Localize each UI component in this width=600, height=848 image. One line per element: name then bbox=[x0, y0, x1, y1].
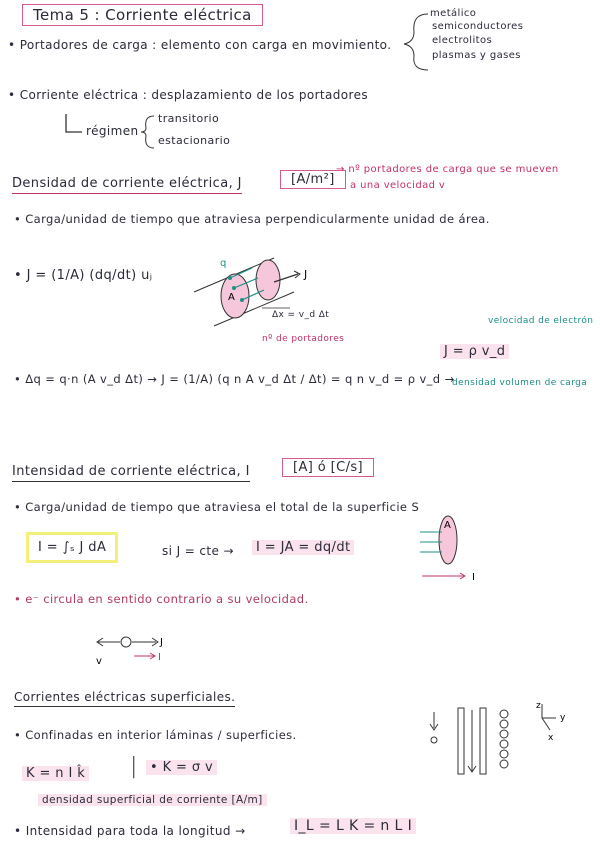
regime-type-0: transitorio bbox=[158, 112, 220, 125]
regime-type-1: estacionario bbox=[158, 134, 231, 147]
regime-brace bbox=[140, 114, 156, 150]
surface-total: • Intensidad para toda la longitud → bbox=[14, 824, 246, 838]
page-title: Tema 5 : Corriente eléctrica bbox=[22, 4, 263, 26]
regime-label: régimen bbox=[86, 124, 139, 138]
intensity-definition: • Carga/unidad de tiempo que atraviesa el total de la superficie S bbox=[14, 500, 420, 514]
diagram-label-q: q bbox=[220, 258, 227, 269]
diagram-label-J: J bbox=[304, 268, 308, 281]
electron-diagram-J: J bbox=[160, 637, 163, 648]
density-heading: Densidad de corriente eléctrica, J bbox=[12, 176, 242, 194]
electron-diagram-v: v bbox=[96, 656, 102, 667]
density-definition: • Carga/unidad de tiempo que atraviesa perpendicularmente unidad de área. bbox=[14, 212, 490, 226]
n-portadores-label: nº de portadores bbox=[262, 334, 345, 344]
carrier-type-0: metálico bbox=[430, 8, 477, 19]
surface-confined: • Confinadas en interior láminas / superficies. bbox=[14, 728, 297, 742]
intensity-diagram bbox=[412, 510, 492, 586]
carrier-type-1: semiconductores bbox=[432, 21, 524, 32]
axis-label-x: x bbox=[548, 733, 554, 743]
density-units: [A/m²] bbox=[280, 170, 346, 189]
surface-diagram bbox=[424, 700, 594, 782]
formula-separator: | bbox=[130, 754, 138, 779]
electron-diagram bbox=[94, 630, 184, 670]
intensity-heading: Intensidad de corriente eléctrica, I bbox=[12, 464, 250, 482]
k-formula-1: K = n I k̂ bbox=[22, 766, 89, 781]
carriers-brace bbox=[402, 12, 432, 72]
axis-label-z: z bbox=[536, 701, 541, 711]
axis-label-y: y bbox=[560, 713, 566, 723]
delta-x-label: Δx = v_d Δt bbox=[272, 310, 330, 320]
density-note-2: a una velocidad v bbox=[350, 180, 446, 191]
k-formula-2: • K = σ v bbox=[146, 760, 217, 775]
density-formula-1: • J = (1/A) (dq/dt) uⱼ bbox=[14, 268, 153, 283]
surface-total-result: I_L = L K = n L I bbox=[290, 818, 416, 834]
intensity-condition: si J = cte → bbox=[162, 544, 234, 558]
electron-note: • e⁻ circula en sentido contrario a su velocidad. bbox=[14, 592, 309, 606]
diagram-label-A: A bbox=[228, 292, 235, 303]
intensity-result: I = JA = dq/dt bbox=[252, 540, 354, 555]
intensity-formula: I = ∫ₛ J dA bbox=[32, 538, 112, 557]
intensity-diagram-I: I bbox=[472, 572, 475, 583]
charge-density-label: densidad volumen de carga bbox=[452, 378, 588, 388]
velocity-label: velocidad de electrón bbox=[488, 316, 594, 326]
density-result: J = ρ v_d bbox=[440, 344, 509, 359]
density-formula-2: • Δq = q·n (A v_d Δt) → J = (1/A) (q n A v_d Δt / Δt) = q n v_d = ρ v_d → bbox=[14, 372, 455, 386]
carriers-text: • Portadores de carga : elemento con carga en movimiento. bbox=[8, 38, 392, 52]
intensity-diagram-A: A bbox=[444, 520, 451, 531]
intensity-units: [A] ó [C/s] bbox=[282, 458, 374, 477]
electron-diagram-I: I bbox=[158, 652, 161, 663]
current-definition: • Corriente eléctrica : desplazamiento de los portadores bbox=[8, 88, 369, 102]
carrier-type-2: electrolitos bbox=[432, 35, 493, 46]
density-note-1: → nº portadores de carga que se mueven bbox=[336, 164, 559, 175]
surface-heading: Corrientes eléctricas superficiales. bbox=[14, 690, 235, 707]
regime-arrow bbox=[62, 112, 86, 138]
surface-density-label: densidad superficial de corriente [A/m] bbox=[38, 794, 267, 806]
carrier-type-3: plasmas y gases bbox=[432, 50, 521, 61]
